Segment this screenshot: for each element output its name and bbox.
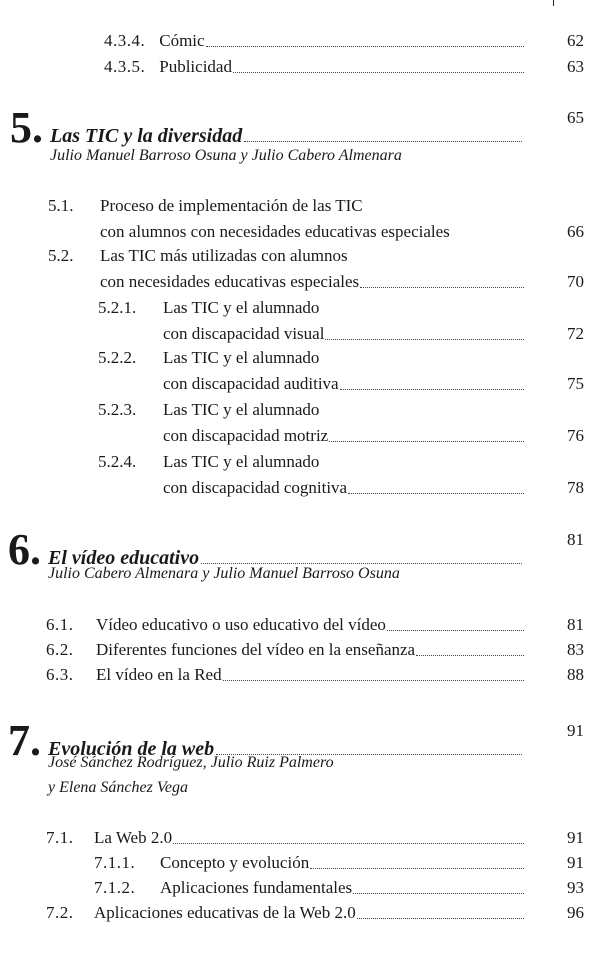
dot-leader xyxy=(244,141,522,142)
entry-number: 7.1. xyxy=(46,828,74,847)
entry-title: con alumnos con necesidades educativas especiales xyxy=(100,222,450,241)
toc-entry-6-2[interactable] xyxy=(46,640,584,660)
entry-title: Vídeo educativo o uso educativo del vídeo xyxy=(96,615,386,634)
section-5-1-number: 5.1. xyxy=(48,196,74,215)
chapter-title: El vídeo educativo xyxy=(48,547,200,569)
entry-page: 81 xyxy=(567,615,584,634)
subsection-5-2-1-line2[interactable] xyxy=(163,324,584,344)
entry-title: Diferentes funciones del vídeo en la enseñanza xyxy=(96,640,416,659)
entry-page: 66 xyxy=(567,222,584,241)
subsection-5-2-3-line2[interactable] xyxy=(163,426,584,446)
chapter-number: 5. xyxy=(10,103,43,152)
chapter-page: 65 xyxy=(567,108,584,127)
dot-leader xyxy=(353,893,524,894)
entry-number: 6.2. xyxy=(46,640,74,659)
subsection-number: 5.2.2. xyxy=(98,348,137,367)
entry-page: 72 xyxy=(567,324,584,343)
dot-leader xyxy=(387,630,524,631)
chapter-number: 6. xyxy=(8,525,41,574)
entry-page: 96 xyxy=(567,903,584,922)
dot-leader xyxy=(357,918,524,919)
entry-page: 75 xyxy=(567,374,584,393)
section-5-2-title-line2[interactable] xyxy=(100,272,584,292)
entry-title: con discapacidad cognitiva xyxy=(163,478,348,497)
subsection-5-2-4-line2[interactable] xyxy=(163,478,584,498)
toc-entry-7-2[interactable] xyxy=(46,903,584,923)
entry-page: 91 xyxy=(567,853,584,872)
entry-page: 78 xyxy=(567,478,584,497)
chapter-5-heading[interactable] xyxy=(10,103,584,152)
toc-entry-4-3-5[interactable] xyxy=(104,57,584,77)
subsection-title-line1[interactable]: Las TIC y el alumnado xyxy=(163,400,320,419)
entry-title: Publicidad xyxy=(159,57,232,76)
subsection-number: 5.2.4. xyxy=(98,452,137,471)
dot-leader xyxy=(340,389,524,390)
dot-leader xyxy=(325,339,524,340)
entry-title: con necesidades educativas especiales xyxy=(100,272,360,291)
subsection-number: 5.2.3. xyxy=(98,400,137,419)
toc-entry-7-1[interactable] xyxy=(46,828,584,848)
dot-leader xyxy=(360,287,524,288)
entry-number: 4.3.4. xyxy=(104,31,146,50)
entry-title: Concepto y evolución xyxy=(160,853,310,872)
chapter-authors: Julio Cabero Almenara y Julio Manuel Barroso Osuna xyxy=(48,565,400,582)
entry-page: 63 xyxy=(567,57,584,76)
toc-entry-6-1[interactable] xyxy=(46,615,584,635)
entry-page: 88 xyxy=(567,665,584,684)
entry-title: Aplicaciones educativas de la Web 2.0 xyxy=(94,903,356,922)
subsection-title-line1[interactable]: Las TIC y el alumnado xyxy=(163,452,320,471)
entry-number: 7.1.1. xyxy=(94,853,136,872)
toc-entry-6-3[interactable] xyxy=(46,665,584,685)
chapter-number: 7. xyxy=(8,716,41,765)
page-edge-mark xyxy=(553,0,554,6)
section-5-2-number: 5.2. xyxy=(48,246,74,265)
toc-entry-7-1-2[interactable] xyxy=(94,878,584,898)
chapter-title: Las TIC y la diversidad xyxy=(50,125,243,147)
dot-leader xyxy=(416,655,524,656)
dot-leader xyxy=(310,868,524,869)
subsection-title-line1[interactable]: Las TIC y el alumnado xyxy=(163,348,320,367)
entry-title: El vídeo en la Red xyxy=(96,665,222,684)
entry-page: 62 xyxy=(567,31,584,50)
dot-leader xyxy=(329,441,524,442)
toc-entry-4-3-4[interactable] xyxy=(104,31,584,51)
section-5-1-title-line1[interactable]: Proceso de implementación de las TIC xyxy=(100,196,363,215)
toc-entry-7-1-1[interactable] xyxy=(94,853,584,873)
entry-title: La Web 2.0 xyxy=(94,828,173,847)
dot-leader xyxy=(348,493,524,494)
entry-number: 6.1. xyxy=(46,615,74,634)
dot-leader xyxy=(233,72,524,73)
chapter-title: Evolución de la web xyxy=(48,738,215,760)
dot-leader xyxy=(173,843,524,844)
chapter-authors-line1: José Sánchez Rodríguez, Julio Ruiz Palmero xyxy=(48,754,334,771)
chapter-page: 81 xyxy=(567,530,584,549)
section-5-1-title-line2[interactable] xyxy=(100,222,584,242)
subsection-title-line1[interactable]: Las TIC y el alumnado xyxy=(163,298,320,317)
entry-title: con discapacidad auditiva xyxy=(163,374,339,393)
entry-number: 7.1.2. xyxy=(94,878,136,897)
section-5-2-title-line1[interactable]: Las TIC más utilizadas con alumnos xyxy=(100,246,348,265)
entry-page: 76 xyxy=(567,426,584,445)
subsection-5-2-2-line2[interactable] xyxy=(163,374,584,394)
entry-title: Cómic xyxy=(159,31,205,50)
entry-title: con discapacidad visual xyxy=(163,324,325,343)
entry-number: 6.3. xyxy=(46,665,74,684)
dot-leader xyxy=(206,46,524,47)
dot-leader xyxy=(223,680,524,681)
entry-number: 4.3.5. xyxy=(104,57,146,76)
chapter-authors-line2: y Elena Sánchez Vega xyxy=(48,779,188,796)
chapter-authors: Julio Manuel Barroso Osuna y Julio Cabero Almenara xyxy=(50,147,402,164)
entry-page: 70 xyxy=(567,272,584,291)
entry-title: con discapacidad motriz xyxy=(163,426,329,445)
subsection-number: 5.2.1. xyxy=(98,298,137,317)
entry-page: 91 xyxy=(567,828,584,847)
entry-number: 7.2. xyxy=(46,903,74,922)
chapter-page: 91 xyxy=(567,721,584,740)
entry-page: 93 xyxy=(567,878,584,897)
entry-title: Aplicaciones fundamentales xyxy=(160,878,353,897)
entry-page: 83 xyxy=(567,640,584,659)
